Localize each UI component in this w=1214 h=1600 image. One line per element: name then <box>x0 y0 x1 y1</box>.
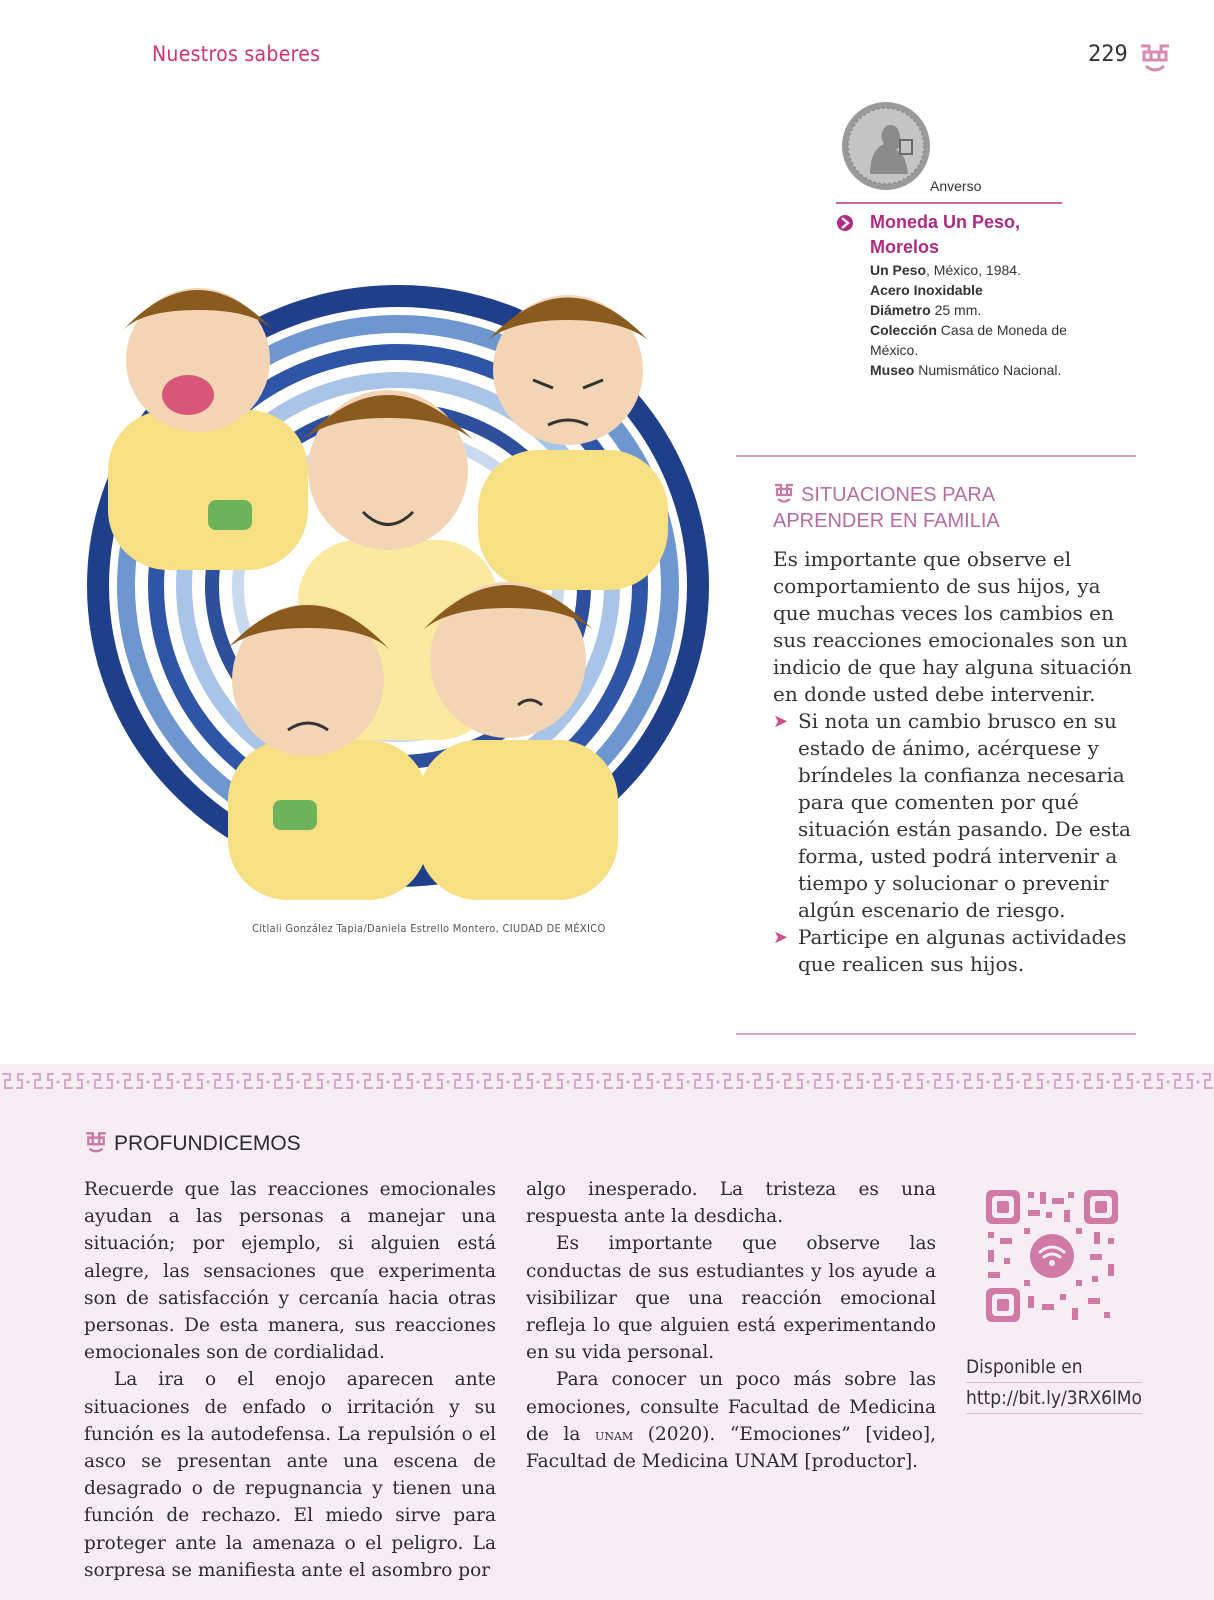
paragraph: Es importante que observe las conductas de sus estudiantes y los ayude a visibilizar que una reacción emocional refleja lo que alguien está experimentando en su vida personal. <box>526 1233 936 1364</box>
section-title: Nuestros saberes <box>152 42 321 66</box>
qr-link[interactable]: http://bit.ly/3RX6lMo <box>966 1383 1142 1414</box>
paragraph: La ira o el enojo aparecen ante situaciones de enfado o irritación y su función es la autodefensa. La repulsión o el asco se presentan ante una escena de desagrado o de repugnancia y tienen una función de rechazo. El miedo sirve para proteger ante la amenaza o el peligro. La sorpresa se manifiesta ante el asombro por <box>84 1369 496 1581</box>
arrow-right-icon <box>836 214 854 232</box>
profundicemos-column-1 <box>84 1176 496 1584</box>
glyph-icon <box>1138 40 1172 74</box>
glyph-icon <box>773 482 795 504</box>
coin-image <box>840 100 932 192</box>
coin-detail: Colección Casa de Moneda de México. <box>870 322 1067 358</box>
box-top-rule <box>736 455 1136 457</box>
qr-availability <box>966 1352 1142 1414</box>
illustration-credit: Citlali González Tapia/Daniela Estrello Montero, CIUDAD DE MÉXICO <box>252 922 606 935</box>
chevron-right-icon: ➤ <box>773 711 789 732</box>
coin-details <box>870 260 1070 380</box>
list-item: ➤ Participe en algunas actividades que realicen sus hijos. <box>773 925 1127 976</box>
situaciones-list <box>773 708 1133 978</box>
profundicemos-column-2 <box>526 1176 936 1475</box>
coin-detail: Acero Inoxidable <box>870 282 983 298</box>
list-item: ➤ Si nota un cambio brusco en su estado de ánimo, acérquese y bríndeles la confianza necesaria para que comenten por qué situación están pasando. De esta forma, usted podrá intervenir a tiempo y solucionar o prevenir algún escenario de riesgo. <box>773 709 1131 922</box>
coin-detail: Museo Numismático Nacional. <box>870 362 1062 378</box>
paragraph: Recuerde que las reacciones emocionales ayudan a las personas a manejar una situación; por ejemplo, si alguien está alegre, las sensaciones que experimenta son de satisfacción y cercanía hacia otras personas. De esta manera, sus reacciones emocionales son de cordialidad. <box>84 1179 496 1364</box>
situaciones-intro: Es importante que observe el comportamiento de sus hijos, ya que muchas veces los cambios en sus reacciones emocionales son un indicio de que hay alguna situación en donde usted debe intervenir. <box>773 547 1132 706</box>
qr-label: Disponible en <box>966 1352 1142 1383</box>
coin-side-label: Anverso <box>930 178 982 194</box>
decorative-border-pattern <box>0 1070 1214 1094</box>
coin-detail: Un Peso, México, 1984. <box>870 262 1021 278</box>
qr-code[interactable] <box>984 1188 1120 1324</box>
paragraph: algo inesperado. La tristeza es una respuesta ante la desdicha. <box>526 1179 936 1228</box>
glyph-icon <box>84 1130 108 1154</box>
page-number: 229 <box>1088 42 1128 67</box>
chevron-right-icon: ➤ <box>773 927 789 948</box>
situaciones-title: SITUACIONES PARA APRENDER EN FAMILIA <box>773 484 1000 532</box>
profundicemos-title: PROFUNDICEMOS <box>84 1130 301 1156</box>
box-bottom-rule <box>736 1033 1136 1035</box>
reference-paragraph: Para conocer un poco más sobre las emociones, consulte Facultad de Medicina de la unam (2020). “Emociones” [video], Facultad de Medicina UNAM [productor]. <box>526 1369 936 1473</box>
coin-detail: Diámetro 25 mm. <box>870 302 982 318</box>
coin-divider <box>836 202 1062 204</box>
coin-title: Moneda Un Peso, Morelos <box>870 212 1021 257</box>
emotions-illustration <box>78 240 718 912</box>
situaciones-body <box>773 546 1133 978</box>
